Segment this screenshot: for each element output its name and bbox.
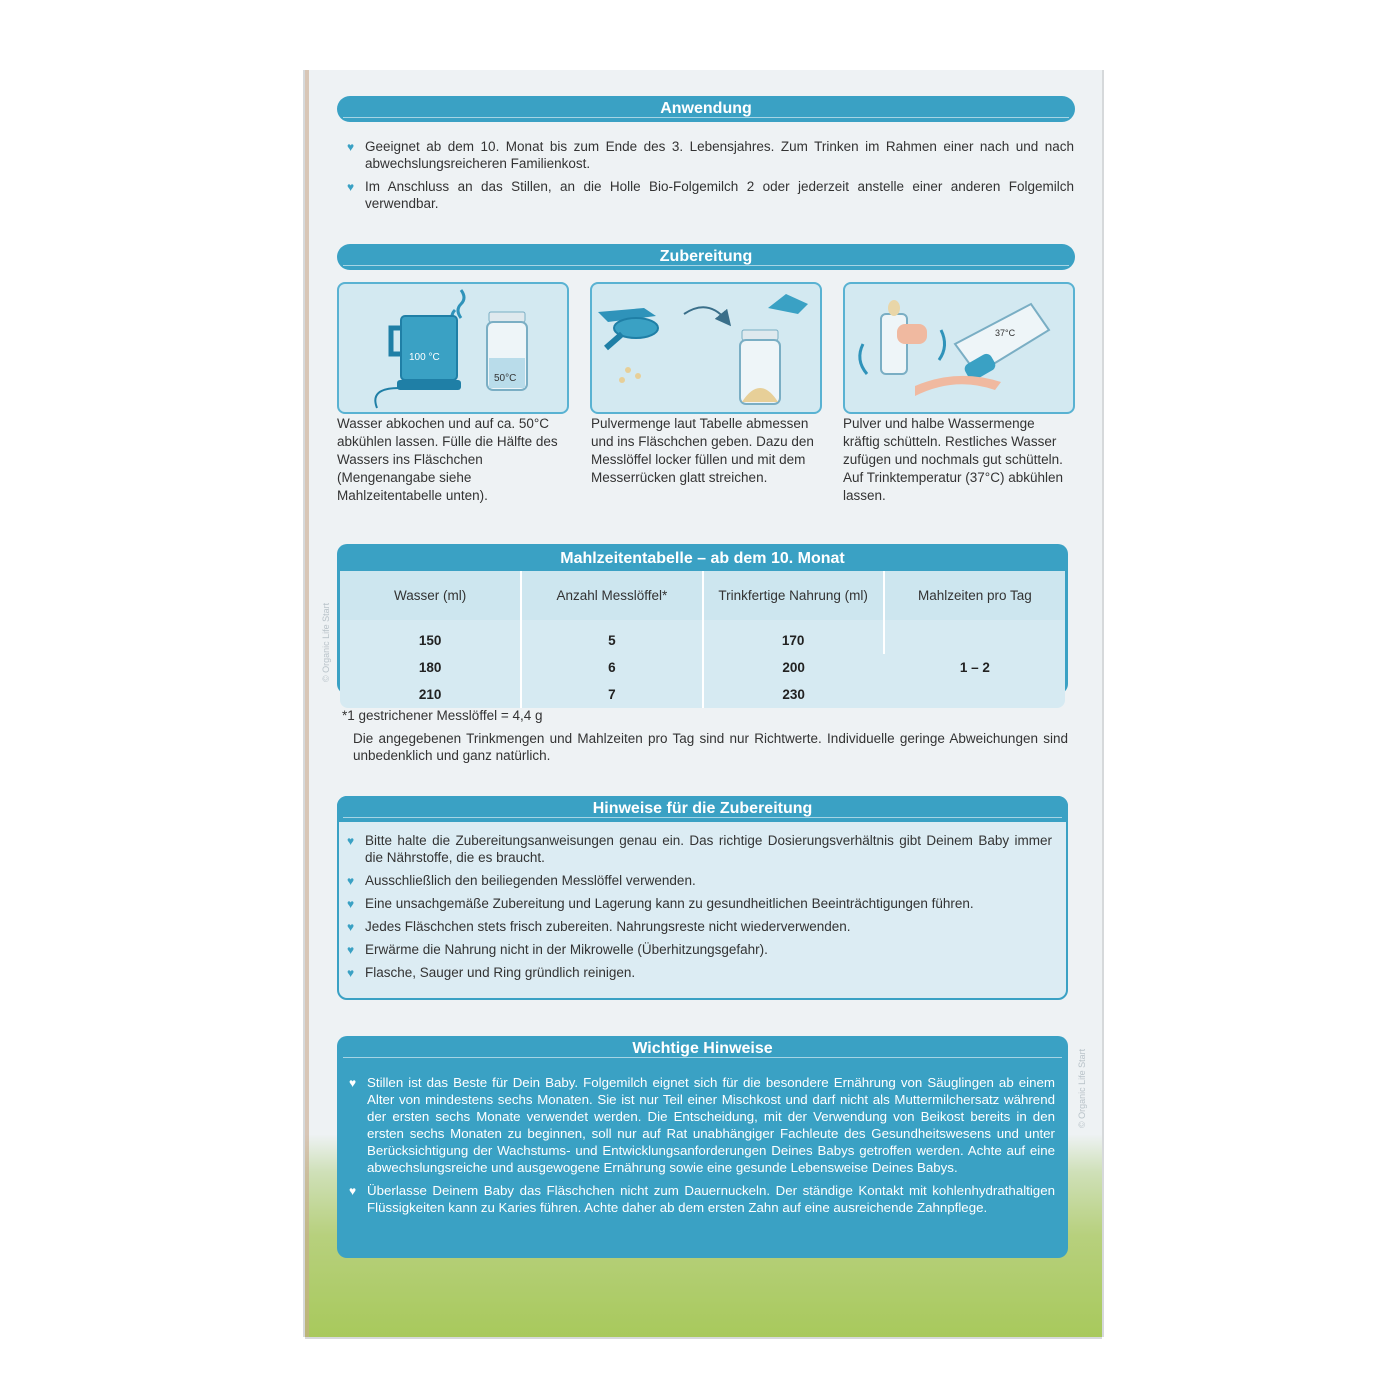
hinweise-list <box>347 832 1052 987</box>
kettle-bottle-illustration <box>339 284 567 412</box>
table-cell: 180 <box>340 654 521 681</box>
table-note: Die angegebenen Trinkmengen und Mahlzeiten pro Tag sind nur Richtwerte. Individuelle geringe Abweichungen sind unbedenklich und ganz natürlich. <box>353 731 1068 763</box>
wichtige-hinweise-title: Wichtige Hinweise <box>337 1036 1068 1062</box>
step-2-illustration <box>590 282 822 414</box>
hinweise-banner: Hinweise für die Zubereitung <box>337 796 1068 822</box>
zubereitung-banner: Zubereitung <box>337 244 1075 270</box>
step-2-text: Pulvermenge laut Tabelle abmessen und ins Fläschchen geben. Dazu den Messlöffel locker füllen und mit dem Messerrücken glatt streichen. <box>591 416 814 485</box>
table-footnote: *1 gestrichener Messlöffel = 4,4 g <box>342 708 543 723</box>
column-header: Trinkfertige Nahrung (ml) <box>703 571 884 620</box>
product-box-back <box>305 70 1102 1337</box>
hinweise-box <box>337 796 1068 1000</box>
box-edge <box>305 70 309 1337</box>
list-item: ♥ Geeignet ab dem 10. Monat bis zum Ende des 3. Lebensjahres. Zum Trinken im Rahmen einer nach und nach abwechslungsreicheren Familienkost. <box>347 139 1074 171</box>
list-item: ♥ Ausschließlich den beiliegenden Messlöffel verwenden. <box>347 873 696 888</box>
step-3-illustration <box>843 282 1075 414</box>
wichtige-hinweise-list <box>349 1074 1055 1222</box>
meal-table-grid <box>340 571 1065 708</box>
table-cell: 230 <box>782 687 805 702</box>
copyright-right: © Organic Life Start <box>1077 1048 1087 1128</box>
meals-per-day-cell: 1 – 2 <box>959 660 990 675</box>
meal-table-title: Mahlzeitentabelle – ab dem 10. Monat <box>560 550 845 567</box>
list-item: ♥ Eine unsachgemäße Zubereitung und Lagerung kann zu gesundheitlichen Beeinträchtigungen führen. <box>347 896 974 911</box>
table-cell: 6 <box>521 654 702 681</box>
column-header: Mahlzeiten pro Tag <box>884 571 1065 620</box>
column-header: Anzahl Messlöffel* <box>521 571 702 620</box>
heart-icon: ♥ <box>347 966 355 980</box>
scoop-powder-illustration <box>592 284 820 412</box>
heart-icon: ♥ <box>347 874 355 888</box>
heart-icon: ♥ <box>347 920 355 934</box>
heart-icon: ♥ <box>349 1076 357 1090</box>
table-header-row <box>340 571 1065 620</box>
list-item: ♥ Bitte halte die Zubereitungsanweisungen genau ein. Das richtige Dosierungsverhältnis gibt Deinem Baby immer die Nährstoffe, die es braucht. <box>347 833 1052 865</box>
table-cell: 7 <box>521 681 702 708</box>
shake-test-illustration <box>845 284 1073 412</box>
heart-icon: ♥ <box>347 140 355 154</box>
list-item: ♥ Erwärme die Nahrung nicht in der Mikrowelle (Überhitzungsgefahr). <box>347 942 768 957</box>
step-3-text: Pulver und halbe Wassermenge kräftig schütteln. Restliches Wasser zufügen und nochmals gut schütteln. Auf Trinktemperatur (37°C) abkühlen lassen. <box>843 416 1064 503</box>
step-1-text: Wasser abkochen und auf ca. 50°C abkühlen lassen. Fülle die Hälfte des Wassers ins Fläschchen (Mengenangabe siehe Mahlzeitentabelle unten). <box>337 416 558 503</box>
heart-icon: ♥ <box>347 180 355 194</box>
list-item: ♥ Flasche, Sauger und Ring gründlich reinigen. <box>347 965 636 980</box>
list-item: ♥ Stillen ist das Beste für Dein Baby. Folgemilch eignet sich für die besondere Ernährung von Säuglingen ab einem Alter von mindestens sechs Monaten. Sie ist nur Teil einer Mischkost und darf nicht als Muttermilchersatz während der ersten sechs Monate verwendet werden. Die Entscheidung, mit der Verwendung von Beikost bereits in den ersten sechs Monaten zu beginnen, soll nur auf Rat unabhängiger Fachleute des Gesundheitswesens und unter Berücksichtigung der Wachstums- und Entwicklungsanforderungen Deines Babys getroffen werden. Achte auf eine abwechslungsreiche und ausgewogene Ernährung sowie eine gesunde Lebensweise Deines Babys. <box>349 1075 1055 1175</box>
list-item: ♥ Überlasse Deinem Baby das Fläschchen nicht zum Dauernuckeln. Der ständige Kontakt mit kohlenhydrathaltigen Flüssigkeiten kann zu Karies führen. Achte daher ab dem ersten Zahn auf eine ausreichende Zahnpflege. <box>349 1183 1055 1215</box>
heart-icon: ♥ <box>347 834 355 848</box>
list-item: ♥ Jedes Fläschchen stets frisch zubereiten. Nahrungsreste nicht wiederverwenden. <box>347 919 851 934</box>
heart-icon: ♥ <box>347 897 355 911</box>
table-row <box>340 620 1065 654</box>
heart-icon: ♥ <box>347 943 355 957</box>
anwendung-banner: Anwendung <box>337 96 1075 122</box>
table-cell: 150 <box>340 620 521 654</box>
meal-table <box>337 544 1068 702</box>
svg-text:37°C: 37°C <box>995 328 1016 338</box>
anwendung-list <box>347 138 1074 218</box>
svg-text:50°C: 50°C <box>494 373 517 384</box>
table-cell: 210 <box>340 681 521 708</box>
list-item: ♥ Im Anschluss an das Stillen, an die Holle Bio-Folgemilch 2 oder jederzeit anstelle einer anderen Folgemilch verwendbar. <box>347 179 1074 211</box>
svg-text:100 °C: 100 °C <box>409 352 440 363</box>
table-cell: 170 <box>703 620 884 654</box>
copyright-left: © Organic Life Start <box>321 602 331 682</box>
wichtige-hinweise-box <box>337 1036 1068 1258</box>
table-cell: 200 <box>782 660 805 675</box>
column-header: Wasser (ml) <box>340 571 521 620</box>
step-1-illustration <box>337 282 569 414</box>
table-cell: 5 <box>521 620 702 654</box>
heart-icon: ♥ <box>349 1184 357 1198</box>
